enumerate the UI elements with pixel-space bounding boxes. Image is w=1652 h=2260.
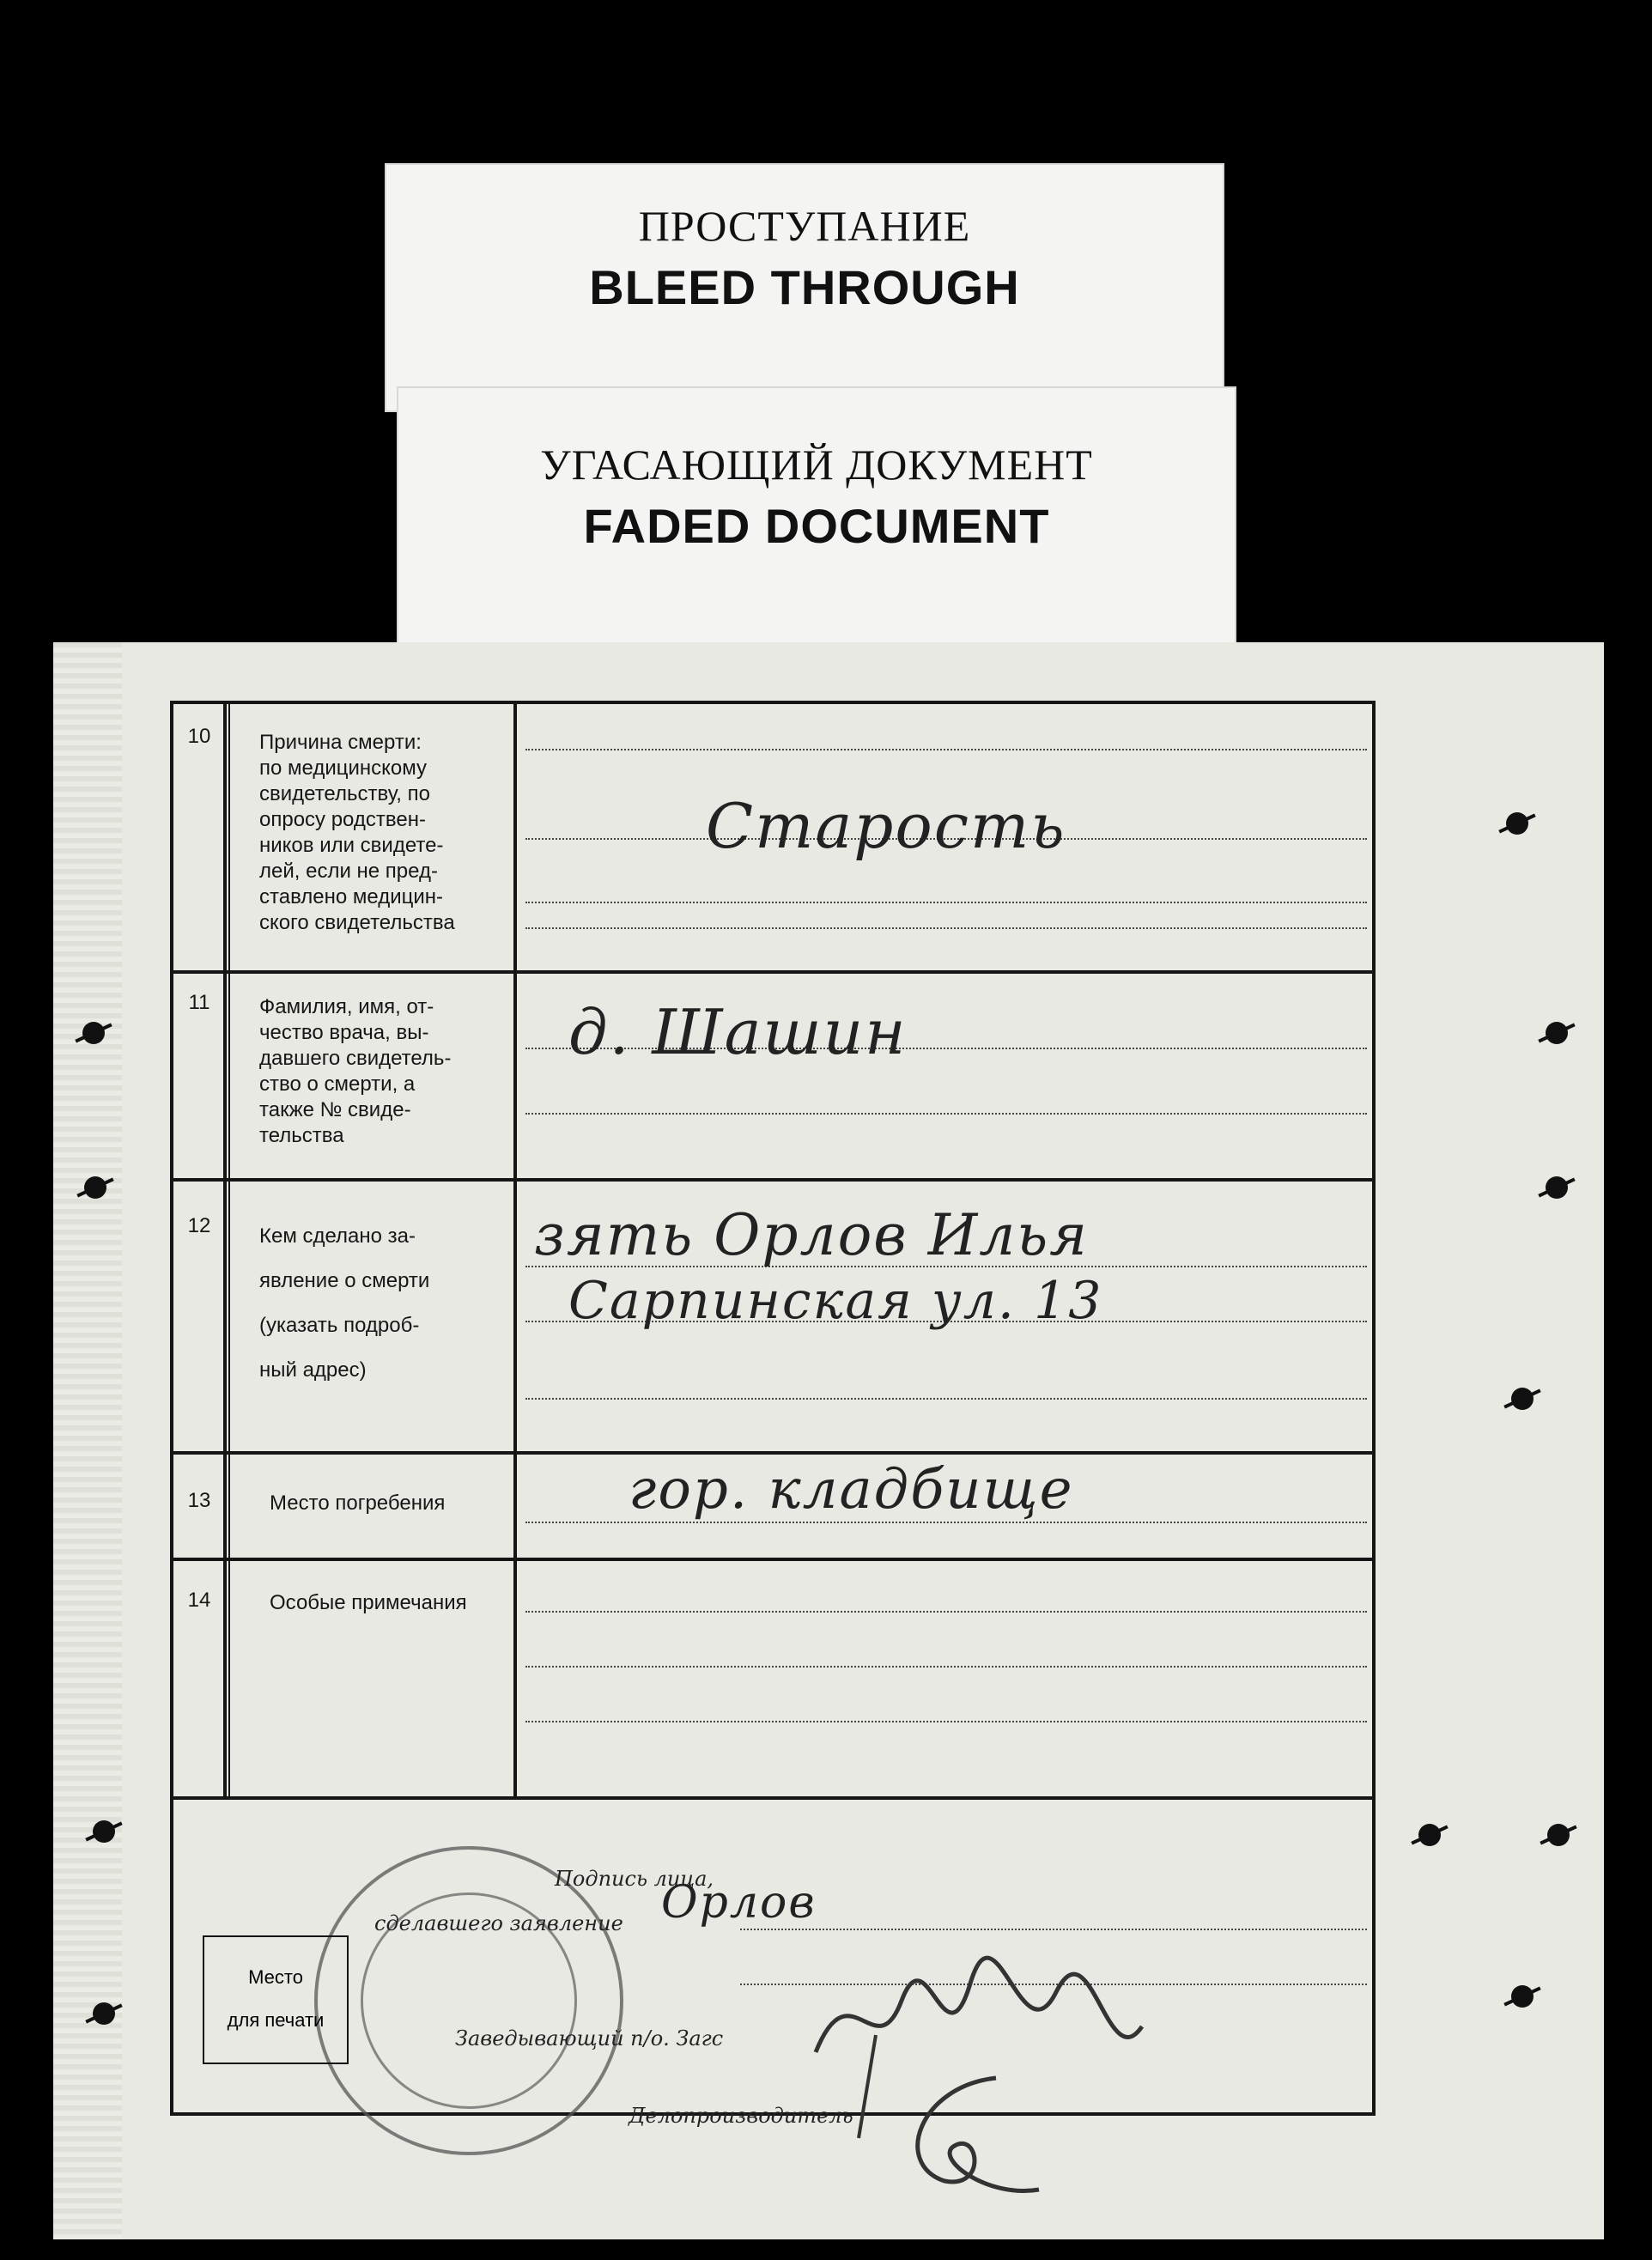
punch-hole bbox=[93, 1820, 115, 1843]
sheet-perforated-edge bbox=[53, 642, 122, 2239]
punch-hole bbox=[84, 1176, 106, 1199]
row-14-number: 14 bbox=[187, 1589, 211, 1612]
row-13-label: Место погребения bbox=[270, 1491, 446, 1515]
row-11-answer: д. Шашин bbox=[568, 996, 908, 1068]
row-10-label: Причина смерти: по медицинскому свидетельству, по опросу родствен- ников или свидете- лей, если не пред- ставлено медицин- ского свидетельства bbox=[259, 731, 455, 934]
punch-hole bbox=[1511, 1985, 1534, 2008]
row-12-answer-line1: зять Орлов Илья bbox=[534, 1202, 1089, 1268]
seal-placeholder-box bbox=[203, 1935, 349, 2064]
row-10-number: 10 bbox=[187, 725, 211, 748]
faded-document-en: FADED DOCUMENT bbox=[583, 499, 1050, 553]
punch-hole bbox=[1506, 812, 1528, 835]
registrar-label: Заведывающий п/о. Загс bbox=[455, 2026, 724, 2050]
punch-hole bbox=[1546, 1022, 1568, 1044]
seal-box-line1: Место bbox=[248, 1966, 303, 1988]
applicant-signature-label-2: сделавшего заявление bbox=[374, 1911, 623, 1935]
faded-document-notice bbox=[397, 386, 1236, 644]
official-seal-stamp bbox=[314, 1846, 623, 2155]
row-12-number: 12 bbox=[187, 1214, 211, 1237]
row-12-answer-line2: Сарпинская ул. 13 bbox=[568, 1271, 1103, 1331]
clerk-label: Делопроизводитель bbox=[629, 2104, 853, 2128]
bleed-through-en: BLEED THROUGH bbox=[589, 260, 1020, 314]
seal-box-line2: для печати bbox=[227, 2009, 325, 2031]
faded-document-ru: УГАСАЮЩИЙ ДОКУМЕНТ bbox=[540, 440, 1093, 489]
applicant-signature-label-1: Подпись лица, bbox=[555, 1867, 714, 1891]
row-11-label: Фамилия, имя, от- чество врача, вы- давшего свидетель- ство о смерти, а также № свиде- тельства bbox=[259, 995, 452, 1147]
punch-hole bbox=[1547, 1824, 1570, 1846]
punch-hole bbox=[82, 1022, 105, 1044]
applicant-signature: Орлов bbox=[661, 1877, 817, 1929]
row-12-label: Кем сделано за- явление о смерти (указать подроб- ный адрес) bbox=[259, 1224, 430, 1382]
punch-hole bbox=[1546, 1176, 1568, 1199]
row-10-answer: Старость bbox=[706, 790, 1066, 862]
row-13-answer: гор. кладбище bbox=[629, 1458, 1074, 1522]
bleed-through-ru: ПРОСТУПАНИЕ bbox=[638, 202, 971, 250]
row-14-label: Особые примечания bbox=[270, 1591, 467, 1614]
bleed-through-notice bbox=[385, 163, 1224, 412]
clerk-signature bbox=[867, 2061, 1056, 2207]
punch-hole bbox=[1511, 1388, 1534, 1410]
punch-hole bbox=[1418, 1824, 1441, 1846]
punch-hole bbox=[93, 2002, 115, 2025]
row-11-number: 11 bbox=[188, 991, 210, 1014]
row-13-number: 13 bbox=[187, 1489, 211, 1512]
